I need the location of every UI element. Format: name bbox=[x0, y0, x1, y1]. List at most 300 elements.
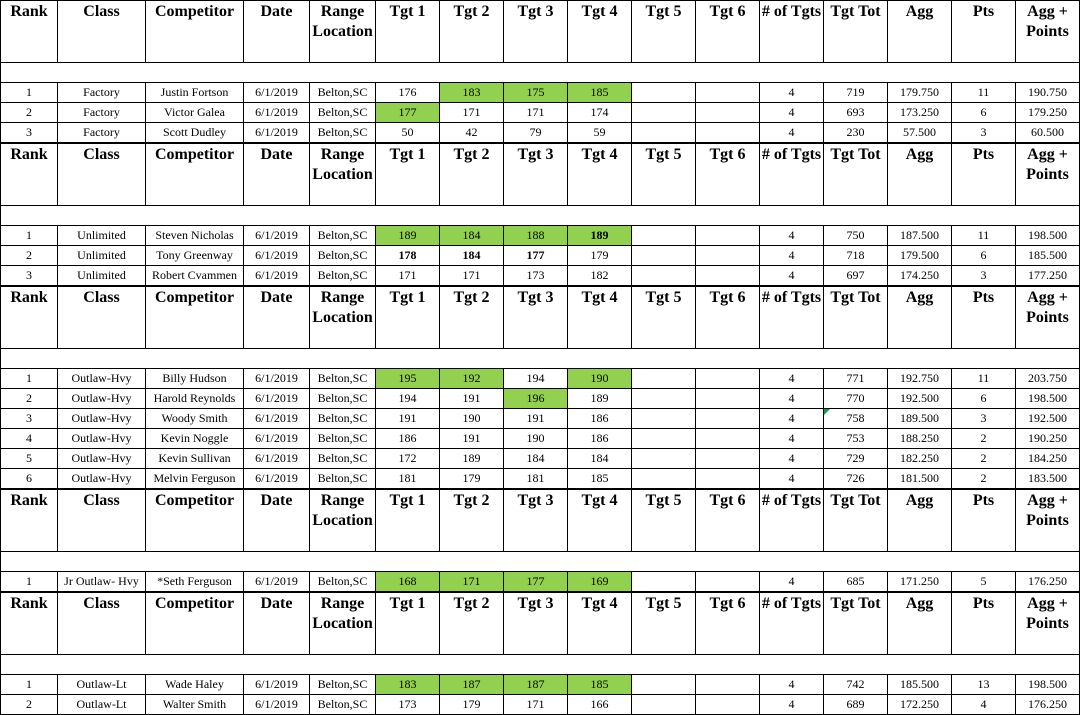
header-agg: Agg bbox=[888, 490, 952, 552]
cell-tgt-1: 173 bbox=[376, 695, 440, 715]
cell-tgt-6 bbox=[696, 103, 760, 123]
cell-tgt-4: 185 bbox=[568, 83, 632, 103]
cell-agg: 57.500 bbox=[888, 123, 952, 143]
cell-competitor: Robert Cvammen bbox=[146, 266, 244, 286]
cell-agg: 179.750 bbox=[888, 83, 952, 103]
cell-competitor: Woody Smith bbox=[146, 409, 244, 429]
cell-tgt-5 bbox=[632, 469, 696, 489]
table-row bbox=[1, 695, 1080, 715]
header-agg-points: Agg + Points bbox=[1016, 490, 1080, 552]
header-pts: Pts bbox=[952, 593, 1016, 655]
cell-tgt-1: 177 bbox=[376, 103, 440, 123]
cell-competitor: Melvin Ferguson bbox=[146, 469, 244, 489]
header-range-location: Range Location bbox=[310, 144, 376, 206]
cell-tgt-5 bbox=[632, 123, 696, 143]
cell-range-location: Belton,SC bbox=[310, 83, 376, 103]
cell-range-location: Belton,SC bbox=[310, 103, 376, 123]
results-table bbox=[0, 489, 1080, 592]
header-agg: Agg bbox=[888, 287, 952, 349]
header-pts: Pts bbox=[952, 490, 1016, 552]
cell-agg: 171.250 bbox=[888, 572, 952, 592]
cell-range-location: Belton,SC bbox=[310, 409, 376, 429]
cell-competitor: *Seth Ferguson bbox=[146, 572, 244, 592]
header-date: Date bbox=[244, 144, 310, 206]
cell-tgt-4: 185 bbox=[568, 469, 632, 489]
cell-pts: 2 bbox=[952, 429, 1016, 449]
header-tgt-6: Tgt 6 bbox=[696, 593, 760, 655]
cell-rank: 2 bbox=[1, 389, 58, 409]
cell-date: 6/1/2019 bbox=[244, 572, 310, 592]
header-num-tgts: # of Tgts bbox=[760, 593, 824, 655]
cell-class: Unlimited bbox=[58, 226, 146, 246]
table-row bbox=[1, 103, 1080, 123]
cell-num-tgts: 4 bbox=[760, 409, 824, 429]
cell-agg-points: 198.500 bbox=[1016, 389, 1080, 409]
header-pts: Pts bbox=[952, 287, 1016, 349]
header-range-location: Range Location bbox=[310, 1, 376, 63]
cell-agg-points: 198.500 bbox=[1016, 226, 1080, 246]
cell-tgt-5 bbox=[632, 449, 696, 469]
header-competitor: Competitor bbox=[146, 144, 244, 206]
header-tgt-3: Tgt 3 bbox=[504, 287, 568, 349]
header-agg-points: Agg + Points bbox=[1016, 287, 1080, 349]
cell-class: Outlaw-Lt bbox=[58, 675, 146, 695]
header-tgt-2: Tgt 2 bbox=[440, 593, 504, 655]
cell-range-location: Belton,SC bbox=[310, 226, 376, 246]
spacer-row bbox=[1, 552, 1080, 572]
header-tgt-tot: Tgt Tot bbox=[824, 1, 888, 63]
cell-agg: 172.250 bbox=[888, 695, 952, 715]
cell-rank: 3 bbox=[1, 409, 58, 429]
header-pts: Pts bbox=[952, 1, 1016, 63]
cell-date: 6/1/2019 bbox=[244, 266, 310, 286]
cell-agg-points: 190.750 bbox=[1016, 83, 1080, 103]
cell-tgt-6 bbox=[696, 409, 760, 429]
cell-agg-points: 179.250 bbox=[1016, 103, 1080, 123]
header-tgt-6: Tgt 6 bbox=[696, 287, 760, 349]
cell-tgt-2: 191 bbox=[440, 429, 504, 449]
cell-tgt-1: 195 bbox=[376, 369, 440, 389]
header-num-tgts: # of Tgts bbox=[760, 287, 824, 349]
table-row bbox=[1, 675, 1080, 695]
cell-class: Outlaw-Hvy bbox=[58, 449, 146, 469]
cell-tgt-1: 186 bbox=[376, 429, 440, 449]
header-tgt-5: Tgt 5 bbox=[632, 490, 696, 552]
cell-date: 6/1/2019 bbox=[244, 103, 310, 123]
header-range-location: Range Location bbox=[310, 593, 376, 655]
header-class: Class bbox=[58, 144, 146, 206]
cell-tgt-3: 173 bbox=[504, 266, 568, 286]
cell-agg: 173.250 bbox=[888, 103, 952, 123]
table-row bbox=[1, 429, 1080, 449]
cell-tgt-3: 181 bbox=[504, 469, 568, 489]
cell-date: 6/1/2019 bbox=[244, 675, 310, 695]
header-tgt-1: Tgt 1 bbox=[376, 593, 440, 655]
results-table bbox=[0, 143, 1080, 286]
cell-rank: 2 bbox=[1, 695, 58, 715]
cell-range-location: Belton,SC bbox=[310, 266, 376, 286]
header-tgt-3: Tgt 3 bbox=[504, 144, 568, 206]
table-row bbox=[1, 83, 1080, 103]
table-row bbox=[1, 123, 1080, 143]
cell-tgt-4: 166 bbox=[568, 695, 632, 715]
cell-tgt-1: 171 bbox=[376, 266, 440, 286]
header-tgt-tot: Tgt Tot bbox=[824, 144, 888, 206]
cell-tgt-6 bbox=[696, 695, 760, 715]
cell-agg-points: 192.500 bbox=[1016, 409, 1080, 429]
cell-class: Outlaw-Hvy bbox=[58, 429, 146, 449]
cell-tgt-2: 189 bbox=[440, 449, 504, 469]
cell-class: Factory bbox=[58, 123, 146, 143]
cell-tgt-3: 171 bbox=[504, 103, 568, 123]
header-tgt-6: Tgt 6 bbox=[696, 490, 760, 552]
cell-tgt-4: 189 bbox=[568, 389, 632, 409]
header-tgt-3: Tgt 3 bbox=[504, 593, 568, 655]
cell-tgt-2: 171 bbox=[440, 103, 504, 123]
cell-tgt-1: 194 bbox=[376, 389, 440, 409]
cell-tgt-1: 168 bbox=[376, 572, 440, 592]
header-rank: Rank bbox=[1, 144, 58, 206]
header-competitor: Competitor bbox=[146, 287, 244, 349]
cell-pts: 11 bbox=[952, 226, 1016, 246]
cell-agg-points: 176.250 bbox=[1016, 572, 1080, 592]
cell-tgt-2: 187 bbox=[440, 675, 504, 695]
cell-tgt-5 bbox=[632, 695, 696, 715]
cell-agg: 192.750 bbox=[888, 369, 952, 389]
cell-tgt-tot: 697 bbox=[824, 266, 888, 286]
cell-competitor: Kevin Sullivan bbox=[146, 449, 244, 469]
cell-tgt-2: 192 bbox=[440, 369, 504, 389]
cell-agg: 188.250 bbox=[888, 429, 952, 449]
cell-tgt-4: 184 bbox=[568, 449, 632, 469]
cell-num-tgts: 4 bbox=[760, 226, 824, 246]
cell-range-location: Belton,SC bbox=[310, 469, 376, 489]
cell-tgt-1: 191 bbox=[376, 409, 440, 429]
cell-tgt-6 bbox=[696, 572, 760, 592]
header-tgt-2: Tgt 2 bbox=[440, 490, 504, 552]
cell-tgt-2: 184 bbox=[440, 246, 504, 266]
cell-pts: 3 bbox=[952, 266, 1016, 286]
cell-tgt-tot: 758 bbox=[824, 409, 888, 429]
cell-date: 6/1/2019 bbox=[244, 389, 310, 409]
cell-tgt-tot: 771 bbox=[824, 369, 888, 389]
cell-pts: 11 bbox=[952, 369, 1016, 389]
cell-pts: 11 bbox=[952, 83, 1016, 103]
table-row bbox=[1, 469, 1080, 489]
cell-date: 6/1/2019 bbox=[244, 226, 310, 246]
cell-tgt-tot: 230 bbox=[824, 123, 888, 143]
cell-tgt-6 bbox=[696, 266, 760, 286]
cell-date: 6/1/2019 bbox=[244, 246, 310, 266]
header-rank: Rank bbox=[1, 1, 58, 63]
cell-tgt-tot: 689 bbox=[824, 695, 888, 715]
header-tgt-2: Tgt 2 bbox=[440, 287, 504, 349]
cell-range-location: Belton,SC bbox=[310, 449, 376, 469]
results-table bbox=[0, 0, 1080, 143]
cell-tgt-3: 191 bbox=[504, 409, 568, 429]
cell-tgt-5 bbox=[632, 369, 696, 389]
cell-tgt-3: 175 bbox=[504, 83, 568, 103]
cell-num-tgts: 4 bbox=[760, 572, 824, 592]
cell-range-location: Belton,SC bbox=[310, 572, 376, 592]
header-row bbox=[1, 144, 1080, 206]
cell-tgt-tot: 726 bbox=[824, 469, 888, 489]
cell-agg-points: 198.500 bbox=[1016, 675, 1080, 695]
cell-competitor: Tony Greenway bbox=[146, 246, 244, 266]
header-tgt-tot: Tgt Tot bbox=[824, 593, 888, 655]
cell-competitor: Steven Nicholas bbox=[146, 226, 244, 246]
cell-rank: 1 bbox=[1, 226, 58, 246]
cell-competitor: Kevin Noggle bbox=[146, 429, 244, 449]
header-tgt-2: Tgt 2 bbox=[440, 144, 504, 206]
header-tgt-5: Tgt 5 bbox=[632, 593, 696, 655]
cell-tgt-4: 190 bbox=[568, 369, 632, 389]
cell-tgt-6 bbox=[696, 123, 760, 143]
header-rank: Rank bbox=[1, 287, 58, 349]
cell-range-location: Belton,SC bbox=[310, 675, 376, 695]
spacer-row bbox=[1, 349, 1080, 369]
header-tgt-1: Tgt 1 bbox=[376, 144, 440, 206]
cell-tgt-5 bbox=[632, 103, 696, 123]
cell-tgt-6 bbox=[696, 429, 760, 449]
table-row bbox=[1, 449, 1080, 469]
header-competitor: Competitor bbox=[146, 593, 244, 655]
cell-tgt-5 bbox=[632, 266, 696, 286]
cell-tgt-1: 189 bbox=[376, 226, 440, 246]
cell-range-location: Belton,SC bbox=[310, 695, 376, 715]
cell-date: 6/1/2019 bbox=[244, 695, 310, 715]
header-num-tgts: # of Tgts bbox=[760, 490, 824, 552]
cell-tgt-tot: 770 bbox=[824, 389, 888, 409]
cell-competitor: Scott Dudley bbox=[146, 123, 244, 143]
cell-competitor: Harold Reynolds bbox=[146, 389, 244, 409]
cell-num-tgts: 4 bbox=[760, 103, 824, 123]
header-tgt-5: Tgt 5 bbox=[632, 287, 696, 349]
cell-tgt-6 bbox=[696, 389, 760, 409]
cell-rank: 5 bbox=[1, 449, 58, 469]
cell-tgt-2: 171 bbox=[440, 572, 504, 592]
header-tgt-3: Tgt 3 bbox=[504, 1, 568, 63]
cell-agg-points: 60.500 bbox=[1016, 123, 1080, 143]
header-tgt-4: Tgt 4 bbox=[568, 490, 632, 552]
results-table bbox=[0, 592, 1080, 715]
cell-tgt-2: 179 bbox=[440, 469, 504, 489]
cell-tgt-3: 171 bbox=[504, 695, 568, 715]
header-row bbox=[1, 287, 1080, 349]
header-range-location: Range Location bbox=[310, 287, 376, 349]
header-tgt-1: Tgt 1 bbox=[376, 1, 440, 63]
cell-range-location: Belton,SC bbox=[310, 389, 376, 409]
cell-tgt-tot: 685 bbox=[824, 572, 888, 592]
cell-tgt-6 bbox=[696, 246, 760, 266]
cell-num-tgts: 4 bbox=[760, 695, 824, 715]
cell-pts: 5 bbox=[952, 572, 1016, 592]
cell-tgt-tot: 718 bbox=[824, 246, 888, 266]
cell-tgt-1: 181 bbox=[376, 469, 440, 489]
header-num-tgts: # of Tgts bbox=[760, 1, 824, 63]
cell-tgt-5 bbox=[632, 572, 696, 592]
cell-tgt-tot: 693 bbox=[824, 103, 888, 123]
cell-pts: 6 bbox=[952, 389, 1016, 409]
header-class: Class bbox=[58, 490, 146, 552]
cell-tgt-tot: 729 bbox=[824, 449, 888, 469]
header-pts: Pts bbox=[952, 144, 1016, 206]
cell-num-tgts: 4 bbox=[760, 246, 824, 266]
cell-rank: 4 bbox=[1, 429, 58, 449]
cell-tgt-1: 172 bbox=[376, 449, 440, 469]
header-tgt-6: Tgt 6 bbox=[696, 144, 760, 206]
cell-num-tgts: 4 bbox=[760, 123, 824, 143]
cell-num-tgts: 4 bbox=[760, 449, 824, 469]
header-tgt-5: Tgt 5 bbox=[632, 144, 696, 206]
cell-competitor: Justin Fortson bbox=[146, 83, 244, 103]
cell-tgt-tot: 750 bbox=[824, 226, 888, 246]
cell-class: Unlimited bbox=[58, 246, 146, 266]
cell-agg: 174.250 bbox=[888, 266, 952, 286]
cell-num-tgts: 4 bbox=[760, 369, 824, 389]
cell-competitor: Victor Galea bbox=[146, 103, 244, 123]
cell-tgt-6 bbox=[696, 226, 760, 246]
header-competitor: Competitor bbox=[146, 1, 244, 63]
cell-range-location: Belton,SC bbox=[310, 369, 376, 389]
cell-tgt-3: 194 bbox=[504, 369, 568, 389]
cell-pts: 13 bbox=[952, 675, 1016, 695]
cell-pts: 2 bbox=[952, 469, 1016, 489]
cell-pts: 3 bbox=[952, 409, 1016, 429]
cell-date: 6/1/2019 bbox=[244, 449, 310, 469]
cell-tgt-5 bbox=[632, 83, 696, 103]
header-class: Class bbox=[58, 593, 146, 655]
cell-tgt-2: 179 bbox=[440, 695, 504, 715]
cell-pts: 4 bbox=[952, 695, 1016, 715]
header-agg-points: Agg + Points bbox=[1016, 1, 1080, 63]
cell-tgt-5 bbox=[632, 226, 696, 246]
header-row bbox=[1, 593, 1080, 655]
cell-tgt-4: 179 bbox=[568, 246, 632, 266]
table-row bbox=[1, 266, 1080, 286]
cell-range-location: Belton,SC bbox=[310, 429, 376, 449]
header-agg-points: Agg + Points bbox=[1016, 593, 1080, 655]
cell-tgt-tot: 742 bbox=[824, 675, 888, 695]
cell-tgt-5 bbox=[632, 389, 696, 409]
cell-tgt-3: 177 bbox=[504, 572, 568, 592]
header-tgt-4: Tgt 4 bbox=[568, 144, 632, 206]
cell-date: 6/1/2019 bbox=[244, 123, 310, 143]
cell-agg-points: 203.750 bbox=[1016, 369, 1080, 389]
cell-tgt-tot: 719 bbox=[824, 83, 888, 103]
cell-tgt-3: 196 bbox=[504, 389, 568, 409]
cell-rank: 1 bbox=[1, 83, 58, 103]
cell-tgt-4: 186 bbox=[568, 429, 632, 449]
cell-tgt-4: 174 bbox=[568, 103, 632, 123]
header-agg-points: Agg + Points bbox=[1016, 144, 1080, 206]
cell-tgt-1: 178 bbox=[376, 246, 440, 266]
cell-tgt-4: 189 bbox=[568, 226, 632, 246]
header-rank: Rank bbox=[1, 593, 58, 655]
cell-tgt-2: 171 bbox=[440, 266, 504, 286]
header-tgt-4: Tgt 4 bbox=[568, 287, 632, 349]
header-row bbox=[1, 1, 1080, 63]
cell-tgt-5 bbox=[632, 246, 696, 266]
cell-agg: 192.500 bbox=[888, 389, 952, 409]
header-row bbox=[1, 490, 1080, 552]
cell-pts: 6 bbox=[952, 103, 1016, 123]
cell-competitor: Billy Hudson bbox=[146, 369, 244, 389]
header-agg: Agg bbox=[888, 1, 952, 63]
cell-rank: 1 bbox=[1, 675, 58, 695]
header-tgt-tot: Tgt Tot bbox=[824, 287, 888, 349]
cell-rank: 2 bbox=[1, 103, 58, 123]
cell-num-tgts: 4 bbox=[760, 429, 824, 449]
header-tgt-1: Tgt 1 bbox=[376, 490, 440, 552]
cell-tgt-2: 191 bbox=[440, 389, 504, 409]
cell-tgt-4: 185 bbox=[568, 675, 632, 695]
cell-date: 6/1/2019 bbox=[244, 369, 310, 389]
header-rank: Rank bbox=[1, 490, 58, 552]
cell-tgt-6 bbox=[696, 369, 760, 389]
header-tgt-4: Tgt 4 bbox=[568, 1, 632, 63]
cell-rank: 3 bbox=[1, 123, 58, 143]
cell-tgt-2: 184 bbox=[440, 226, 504, 246]
cell-tgt-1: 50 bbox=[376, 123, 440, 143]
header-tgt-tot: Tgt Tot bbox=[824, 490, 888, 552]
cell-tgt-4: 169 bbox=[568, 572, 632, 592]
cell-num-tgts: 4 bbox=[760, 389, 824, 409]
table-row bbox=[1, 389, 1080, 409]
cell-pts: 3 bbox=[952, 123, 1016, 143]
header-num-tgts: # of Tgts bbox=[760, 144, 824, 206]
cell-agg-points: 183.500 bbox=[1016, 469, 1080, 489]
header-date: Date bbox=[244, 1, 310, 63]
cell-tgt-4: 186 bbox=[568, 409, 632, 429]
cell-date: 6/1/2019 bbox=[244, 429, 310, 449]
cell-agg-points: 184.250 bbox=[1016, 449, 1080, 469]
table-row bbox=[1, 246, 1080, 266]
cell-tgt-3: 188 bbox=[504, 226, 568, 246]
spacer-row bbox=[1, 63, 1080, 83]
cell-agg: 182.250 bbox=[888, 449, 952, 469]
cell-tgt-5 bbox=[632, 429, 696, 449]
cell-tgt-3: 190 bbox=[504, 429, 568, 449]
cell-tgt-6 bbox=[696, 469, 760, 489]
cell-agg: 187.500 bbox=[888, 226, 952, 246]
cell-num-tgts: 4 bbox=[760, 83, 824, 103]
cell-tgt-5 bbox=[632, 409, 696, 429]
cell-tgt-3: 184 bbox=[504, 449, 568, 469]
table-row bbox=[1, 409, 1080, 429]
cell-tgt-4: 182 bbox=[568, 266, 632, 286]
cell-tgt-2: 183 bbox=[440, 83, 504, 103]
table-row bbox=[1, 572, 1080, 592]
header-competitor: Competitor bbox=[146, 490, 244, 552]
cell-agg-points: 177.250 bbox=[1016, 266, 1080, 286]
table-row bbox=[1, 369, 1080, 389]
cell-range-location: Belton,SC bbox=[310, 246, 376, 266]
header-tgt-6: Tgt 6 bbox=[696, 1, 760, 63]
cell-num-tgts: 4 bbox=[760, 469, 824, 489]
cell-competitor: Wade Haley bbox=[146, 675, 244, 695]
cell-class: Outlaw-Hvy bbox=[58, 369, 146, 389]
comment-indicator-icon bbox=[824, 409, 830, 415]
cell-rank: 2 bbox=[1, 246, 58, 266]
header-agg: Agg bbox=[888, 144, 952, 206]
spacer-row bbox=[1, 655, 1080, 675]
header-agg: Agg bbox=[888, 593, 952, 655]
cell-class: Outlaw-Lt bbox=[58, 695, 146, 715]
cell-agg: 179.500 bbox=[888, 246, 952, 266]
cell-class: Outlaw-Hvy bbox=[58, 409, 146, 429]
header-range-location: Range Location bbox=[310, 490, 376, 552]
